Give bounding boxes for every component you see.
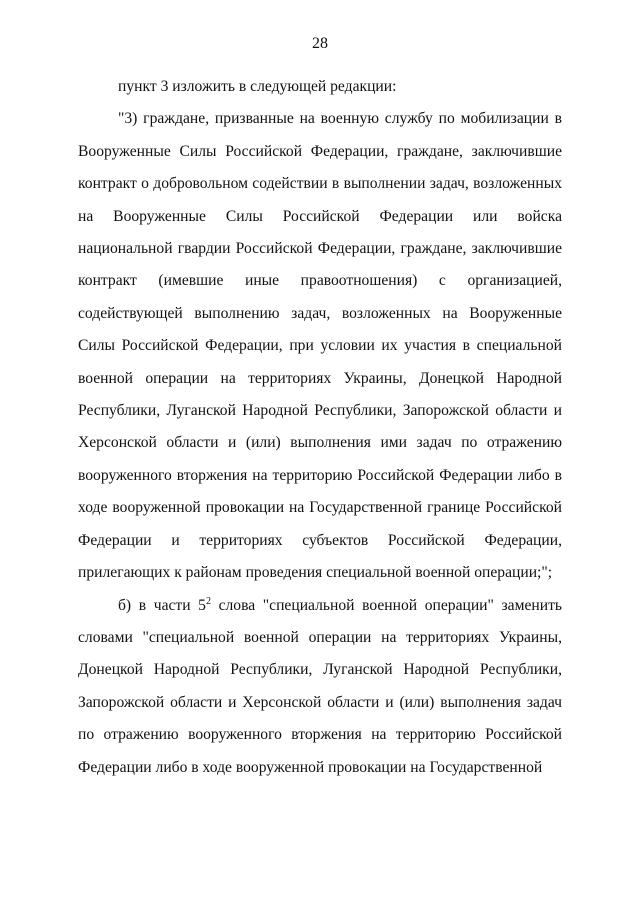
paragraph-item-3: "3) граждане, призванные на военную службу по мобилизации в Вооруженные Силы Российской Федерации, граждане, заключившие контракт о добровольном содействии в выполнении задач, возложенных на Вооруженные Силы Российской Федерации или войска национальной гвардии Российской Федерации, граждане, заключившие контракт (имевшие иные правоотношения) с организацией, содействующей выполнению задач, возложенных на Вооруженные Силы Российской Федерации, при условии их участия в специальной военной операции на территориях Украины, Донецкой Народной Республики, Луганской Народной Республики, Запорожской области и Херсонской области и (или) выполнения ими задач по отражению вооруженного вторжения на территорию Российской Федерации либо в ходе вооруженной провокации на Государственной границе Российской Федерации и территориях субъектов Российской Федерации, прилегающих к районам проведения специальной военной операции;"; bbox=[78, 110, 562, 582]
superscript-index: 2 bbox=[205, 595, 211, 607]
paragraph-intro: пункт 3 изложить в следующей редакции: bbox=[118, 78, 397, 95]
page-number: 28 bbox=[312, 35, 328, 52]
document-body bbox=[78, 71, 562, 784]
paragraph-item-b-rest: слова "специальной военной операции" заменить словами "специальной военной операции на территориях Украины, Донецкой Народной Республики, Луганской Народной Республики, Запорожской области и Херсонской области и (или) выполнения задач по отражению вооруженного вторжения на территорию Российской Федерации либо в ходе вооруженной провокации на Государственной bbox=[78, 596, 562, 776]
paragraph-item-b bbox=[78, 590, 562, 784]
paragraph-item-b-start: б) в части 5 bbox=[118, 596, 206, 614]
